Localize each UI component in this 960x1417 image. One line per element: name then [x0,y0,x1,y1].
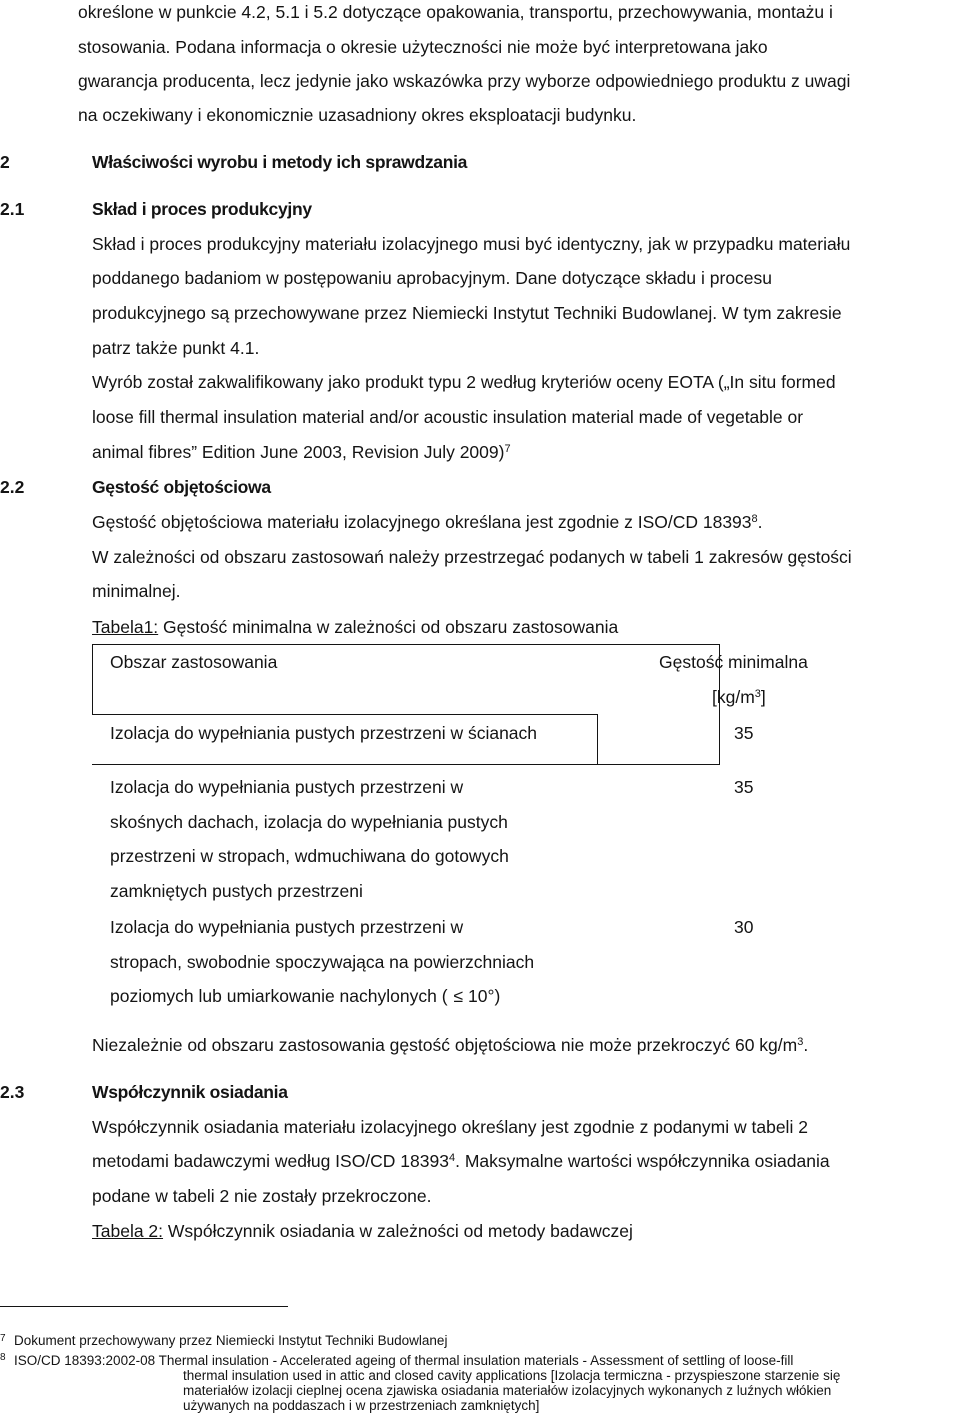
s22-line-1-end: . [757,512,763,532]
table-row-2-area-line-2: skośnych dachach, izolacja do wypełniania pustych [110,812,508,832]
table-header-area: Obszar zastosowania [110,652,278,672]
footnote-7-mark: 7 [0,1333,6,1344]
table-row-1-density: 35 [734,723,754,743]
table-header-unit-prefix: [kg/m [712,687,755,707]
s23-line-2-text: metodami badawczymi według ISO/CD 18393 [92,1151,449,1171]
s22-note [92,1035,808,1055]
s21-line-6: loose fill thermal insulation material and/or acoustic insulation material made of vegetable or [92,407,804,427]
table-1-caption-label: Tabela1: [92,617,159,637]
section-2-2-heading: Gęstość objętościowa [92,477,271,497]
table-row-3-area-line-3 [110,986,500,1006]
s21-line-4: patrz także punkt 4.1. [92,338,260,358]
table-header-unit-suffix: ] [760,687,766,707]
s21-line-7 [92,442,511,462]
footnote-ref-7[interactable]: 7 [504,443,511,455]
table-row-3-area-line-3-text: poziomych lub umiarkowanie nachylonych ( [110,986,448,1006]
intro-line-1: określone w punkcie 4.2, 5.1 i 5.2 dotyczące opakowania, transportu, przechowywania, montażu i [78,2,833,22]
s22-line-2: W zależności od obszaru zastosowań należy przestrzegać podanych w tabeli 1 zakresów gęstości [92,547,852,567]
footnote-8-mark: 8 [0,1352,6,1363]
s22-line-3: minimalnej. [92,581,181,601]
section-2-heading: Właściwości wyrobu i metody ich sprawdzania [92,152,468,172]
section-2-3-number: 2.3 [0,1082,25,1102]
footnote-ref-8[interactable]: 8 [751,513,758,525]
table-2-caption [92,1221,633,1241]
table-row-3-area-line-3-angle: ≤ 10°) [453,986,501,1006]
s22-note-end: . [803,1035,809,1055]
table-2-caption-text: Współczynnik osiadania w zależności od metody badawczej [163,1221,633,1241]
table-rule-row1 [92,764,720,765]
section-2-3-heading: Współczynnik osiadania [92,1082,288,1102]
table-2-caption-label: Tabela 2: [92,1221,164,1241]
footnote-separator [0,1306,288,1307]
table-row-3-area-line-1: Izolacja do wypełniania pustych przestrzeni w [110,917,464,937]
table-row-1-area: Izolacja do wypełniania pustych przestrzeni w ścianach [110,723,538,743]
s21-line-7-text: animal fibres” Edition June 2003, Revision July 2009) [92,442,505,462]
s23-line-2-end: . Maksymalne wartości współczynnika osiadania [455,1151,830,1171]
table-row-2-area-line-4: zamkniętych pustych przestrzeni [110,881,363,901]
section-2-number: 2 [0,152,10,172]
s23-line-3: podane w tabeli 2 nie zostały przekroczone. [92,1186,432,1206]
table-header-unit [712,687,766,707]
table-1-caption [92,617,618,637]
s21-line-1: Skład i proces produkcyjny materiału izolacyjnego musi być identyczny, jak w przypadku materiału [92,234,851,254]
footnote-ref-4[interactable]: 4 [448,1152,456,1164]
intro-line-4: na oczekiwany i ekonomicznie uzasadniony okres eksploatacji budynku. [78,105,637,125]
table-row-2-density: 35 [734,777,754,797]
s22-line-1-text: Gęstość objętościowa materiału izolacyjnego określana jest zgodnie z ISO/CD 18393 [92,512,752,532]
section-2-1-number: 2.1 [0,199,25,219]
s23-line-2 [92,1151,830,1171]
footnote-7-text: Dokument przechowywany przez Niemiecki Instytut Techniki Budowlanej [14,1333,448,1348]
table-row-3-density: 30 [734,917,754,937]
footnote-8-line-1: ISO/CD 18393:2002-08 Thermal insulation - Accelerated ageing of thermal insulation materials - Assessment of settling of loose-fill [14,1353,794,1368]
s21-line-2: poddanego badaniom w postępowaniu aprobacyjnym. Dane dotyczące składu i procesu [92,268,773,288]
footnote-8-line-4: używanych na poddaszach i w przestrzeniach zamkniętych] [183,1398,540,1413]
table-rule-col [597,714,598,764]
footnote-8-line-2: thermal insulation used in attic and closed cavity applications [Izolacja termiczna - przyspieszone starzenie się [183,1368,841,1383]
table-border-left [92,644,93,714]
table-header-unit-sup: 3 [754,688,761,700]
s22-note-sup: 3 [797,1036,804,1048]
s22-note-text: Niezależnie od obszaru zastosowania gęstość objętościowa nie może przekroczyć 60 kg/m [92,1035,798,1055]
s21-line-3: produkcyjnego są przechowywane przez Niemiecki Instytut Techniki Budowlanej. W tym zakresie [92,303,842,323]
table-1 [92,644,808,1014]
table-row-2-area-line-1: Izolacja do wypełniania pustych przestrzeni w [110,777,464,797]
table-1-caption-text: Gęstość minimalna w zależności od obszaru zastosowania [158,617,619,637]
s22-line-1 [92,512,763,532]
s21-line-5: Wyrób został zakwalifikowany jako produkt typu 2 według kryteriów oceny EOTA („In situ formed [92,372,836,392]
intro-line-3: gwarancja producenta, lecz jedynie jako wskazówka przy wyborze odpowiedniego produktu z uwagi [78,71,851,91]
section-2-1-heading: Skład i proces produkcyjny [92,199,312,219]
table-row-2-area-line-3: przestrzeni w stropach, wdmuchiwana do gotowych [110,846,509,866]
table-row-3-area-line-2: stropach, swobodnie spoczywająca na powierzchniach [110,952,535,972]
s23-line-1: Współczynnik osiadania materiału izolacyjnego określany jest zgodnie z podanymi w tabeli 2 [92,1117,808,1137]
table-rule-header [92,714,597,715]
table-header-density: Gęstość minimalna [659,652,808,672]
intro-line-2: stosowania. Podana informacja o okresie użyteczności nie może być interpretowana jako [78,37,768,57]
footnote-8-line-3: materiałów izolacji cieplnej ocena zjawiska osiadania materiałów izolacyjnych wykonanych z luźnych włókien [183,1383,832,1398]
section-2-2-number: 2.2 [0,477,25,497]
table-border-top [92,644,720,645]
